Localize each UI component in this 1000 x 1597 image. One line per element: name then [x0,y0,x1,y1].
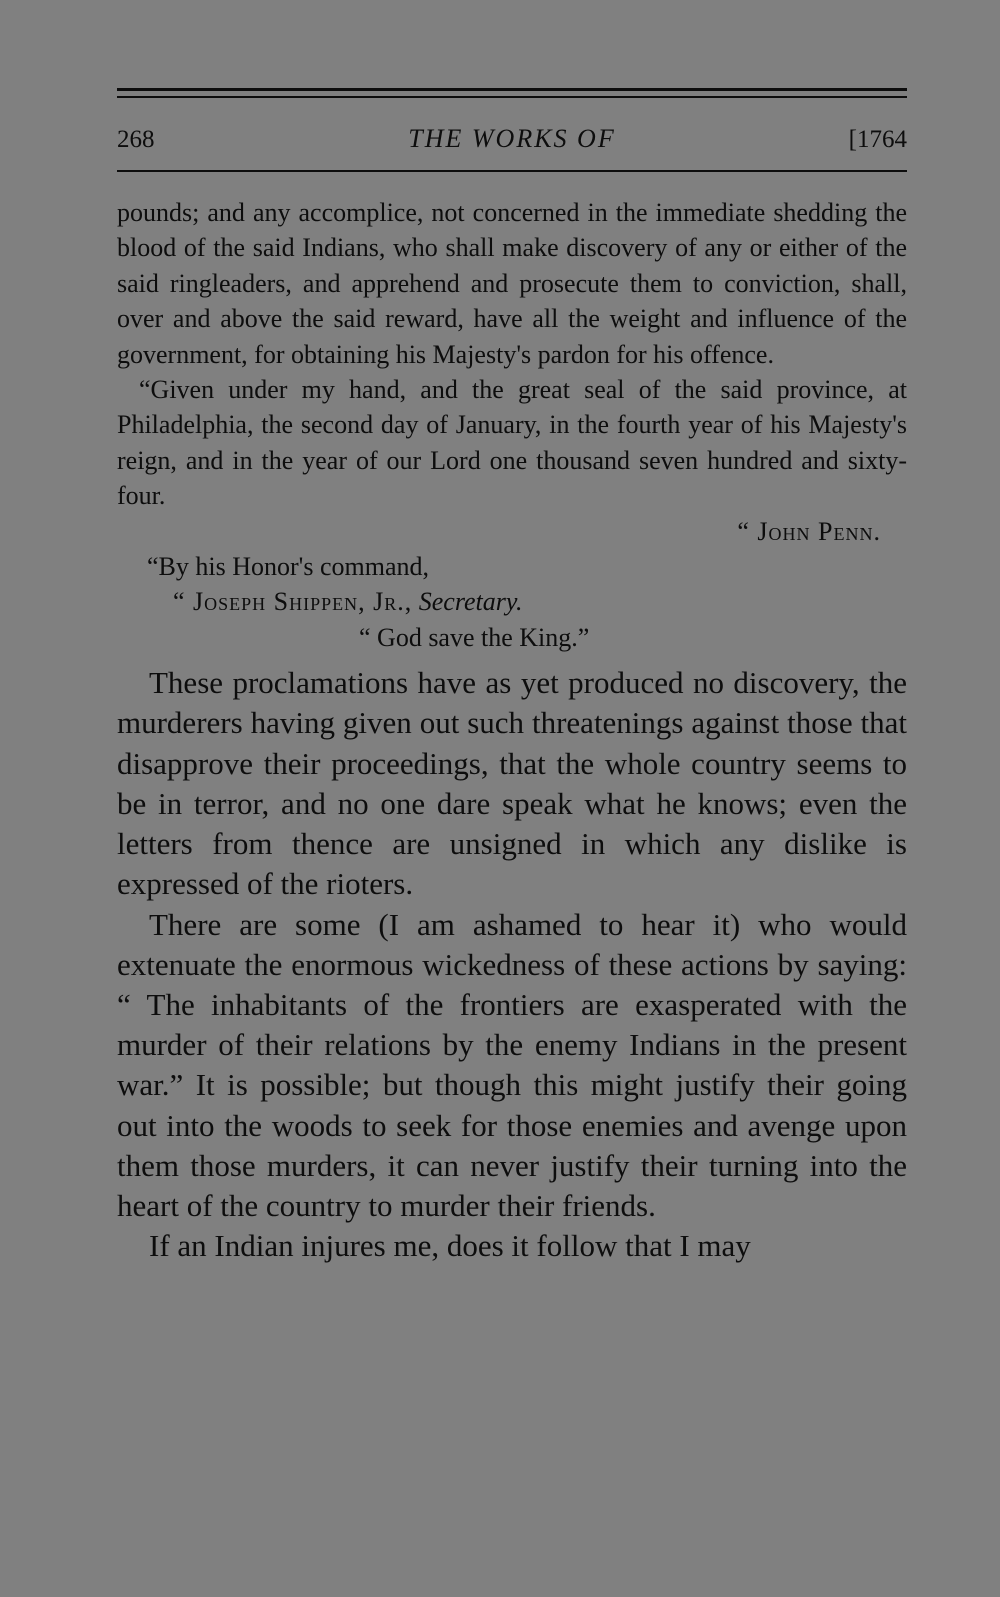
header-rule-thin [117,96,907,98]
body-paragraph-indian-injures: If an Indian injures me, does it follow that I may [149,1228,751,1264]
book-page [117,88,907,1266]
proclamation-given-paragraph: “Given under my hand, and the great seal of the said province, at Philadelphia, the second day of January, in the fourth year of his Majesty's reign, and in the year of our Lord one thousand seven hundred and sixty-four. [117,375,907,511]
header-rule-thick [117,88,907,91]
by-command-line: “By his Honor's command, [147,552,429,582]
page-number: 268 [117,126,155,153]
header-bottom-rule [117,170,907,172]
god-save-the-king: “ God save the King.” [359,622,590,652]
running-title: THE WORKS OF [408,124,616,153]
header-double-rule [117,88,907,100]
signature-shippen-title: Secretary. [418,587,523,617]
signature-penn-text: “ John Penn. [737,516,881,546]
body-paragraph-proclamations: These proclamations have as yet produced no discovery, the murderers having given out such threatenings against those that disapprove their proceedings, that the whole country seems to be in terror, and no one dare speak what he knows; even the letters from thence are unsigned in which any dislike is expressed of the rioters. [117,665,907,902]
signature-penn [117,514,907,549]
running-header [117,120,907,168]
body-paragraph-extenuate: There are some (I am ashamed to hear it) who would extenuate the enormous wickedness of these actions by saying: “ The inhabitants of the frontiers are exasperated with the murder of their relations by the enemy Indians in the present war.” It is possible; but though this might justify their going out into the woods to seek for those enemies and avenge upon them those murders, it can never justify their turning into the heart of the country to murder their friends. [117,906,907,1223]
header-year: [1764 [848,126,907,153]
proclamation-paragraph: pounds; and any accomplice, not concerned in the immediate shedding the blood of the said Indians, who shall make discovery of any or either of the said ringleaders, and apprehend and prosecute them to conviction, shall, over and above the said reward, have all the weight and influence of the government, for obtaining his Majesty's pardon for his offence. [117,198,907,369]
signature-shippen [117,584,907,619]
signature-shippen-name: “ Joseph Shippen, Jr., [173,587,413,617]
